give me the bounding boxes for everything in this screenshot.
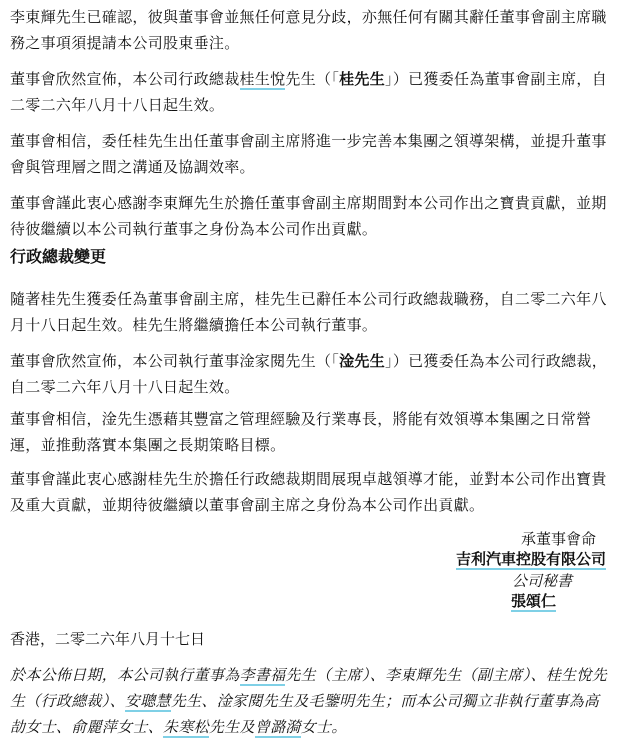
director-name-link[interactable]: 安聰慧 xyxy=(124,692,171,710)
company-name-link[interactable]: 吉利汽車控股有限公司 xyxy=(455,550,606,568)
signature-title: 公司秘書 xyxy=(511,572,572,590)
secretary-name-link[interactable]: 張頌仁 xyxy=(510,592,556,610)
paragraph-board-belief-2 xyxy=(10,406,610,458)
paragraph-text: 」）已獲委任為董事會副主席，自二零二六年八月十八日起生效。 xyxy=(10,70,608,114)
paragraph-thanks-2 xyxy=(10,466,610,518)
statement-text: 先生及 xyxy=(208,718,255,736)
paragraph-text: 董事會欣然宣佈，本公司行政總裁 xyxy=(10,70,240,88)
statement-text: 先生（主席）、李東輝先生（副主席）、桂生悅先生（行政總裁）、 xyxy=(10,666,608,710)
statement-text: 先生、淦家閱先生及毛鑒明先生；而本公司獨立非執行董事為高劼女士、俞麗萍女士、 xyxy=(10,692,600,736)
director-name-link[interactable]: 朱寒松 xyxy=(163,718,209,736)
paragraph-text: 李東輝先生已確認，彼與董事會並無任何意見分歧，亦無任何有關其辭任董事會副主席職務之事項須提請本公司股東垂注。 xyxy=(10,8,607,52)
paragraph-text: 隨著桂先生獲委任為董事會副主席，桂先生已辭任本公司行政總裁職務，自二零二六年八月十八日起生效。桂先生將繼續擔任本公司執行董事。 xyxy=(10,290,607,334)
paragraph-ceo-appointment xyxy=(10,348,610,400)
paragraph-text: 董事會謹此衷心感謝李東輝先生於擔任董事會副主席期間對本公司作出之寶貴貢獻，並期待彼繼續以本公司執行董事之身份為本公司作出貢獻。 xyxy=(10,194,607,238)
defined-term: 淦先生 xyxy=(339,352,386,370)
statement-text: 女士。 xyxy=(300,718,347,736)
signature-order-line: 承董事會命 xyxy=(520,530,596,548)
directors-statement xyxy=(10,662,610,740)
paragraph-text: 董事會欣然宣佈，本公司執行董事淦家閱先生（「 xyxy=(10,352,340,370)
paragraph-text: 董事會相信，委任桂先生出任董事會副主席將進一步完善本集團之領導架構，並提升董事會與管理層之間之溝通及協調效率。 xyxy=(10,132,607,176)
paragraph-text: 董事會相信，淦先生憑藉其豐富之管理經驗及行業專長，將能有效領導本集團之日常營運，並推動落實本集團之長期策略目標。 xyxy=(10,410,592,454)
paragraph-vice-chairman-appointment xyxy=(10,66,610,118)
person-name-link[interactable]: 桂生悅 xyxy=(239,70,286,88)
paragraph-thanks-1 xyxy=(10,190,610,242)
paragraph-ceo-resignation xyxy=(10,286,610,338)
defined-term: 桂先生 xyxy=(339,70,386,88)
paragraph-text: 董事會謹此衷心感謝桂先生於擔任行政總裁期間展現卓越領導才能，並對本公司作出寶貴及重大貢獻，並期待彼繼續以董事會副主席之身份為本公司作出貢獻。 xyxy=(10,470,607,514)
paragraph-text: 先生（「 xyxy=(285,70,340,88)
section-heading: 行政總裁變更 xyxy=(10,247,107,266)
signature-name xyxy=(296,588,556,614)
director-name-link[interactable]: 曾潞漪 xyxy=(254,718,301,736)
paragraph-resignation-confirmation xyxy=(10,4,610,56)
paragraph-board-belief-1 xyxy=(10,128,610,180)
paragraph-text: 」）已獲委任為本公司行政總裁，自二零二六年八月十八日起生效。 xyxy=(10,352,608,396)
director-name-link[interactable]: 李書福 xyxy=(239,666,286,684)
statement-text: 於本公佈日期，本公司執行董事為 xyxy=(10,666,240,684)
dateline: 香港，二零二六年八月十七日 xyxy=(10,630,206,648)
